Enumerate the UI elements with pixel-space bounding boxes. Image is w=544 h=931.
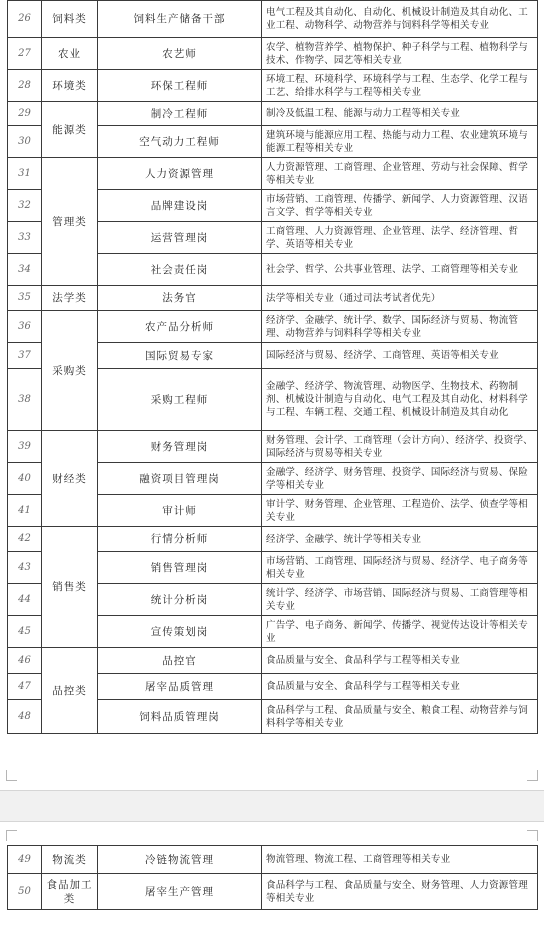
table-row [8,286,538,311]
category-cell: 管理类 [42,158,98,286]
position-cell: 宣传策划岗 [98,616,262,648]
position-cell: 饲料生产储备干部 [98,1,262,38]
row-number: 37 [8,343,42,369]
table-row [8,102,538,126]
major-cell: 审计学、财务管理、企业管理、工程造价、法学、侦查学等相关专业 [262,495,538,527]
job-table-page-1 [7,0,538,734]
category-cell: 品控类 [42,648,98,734]
position-cell: 审计师 [98,495,262,527]
major-cell: 财务管理、会计学、工商管理（会计方向）、经济学、投资学、国际经济与贸易等相关专业 [262,431,538,463]
position-cell: 环保工程师 [98,70,262,102]
position-cell: 品控官 [98,648,262,674]
major-cell: 电气工程及其自动化、自动化、机械设计制造及其自动化、工业工程、动物科学、动物营养与饲料科学等相关专业 [262,1,538,38]
row-number: 42 [8,527,42,552]
position-cell: 品牌建设岗 [98,190,262,222]
table-row [8,648,538,674]
row-number: 28 [8,70,42,102]
page-corner-mark [527,770,538,781]
position-cell: 制冷工程师 [98,102,262,126]
category-cell: 物流类 [42,846,98,874]
row-number: 38 [8,369,42,431]
major-cell: 食品质量与安全、食品科学与工程等相关专业 [262,674,538,700]
position-cell: 销售管理岗 [98,552,262,584]
row-number: 48 [8,700,42,734]
row-number: 39 [8,431,42,463]
position-cell: 采购工程师 [98,369,262,431]
row-number: 44 [8,584,42,616]
table-row [8,1,538,38]
position-cell: 行情分析师 [98,527,262,552]
major-cell: 食品质量与安全、食品科学与工程等相关专业 [262,648,538,674]
table-row [8,431,538,463]
major-cell: 金融学、经济学、财务管理、投资学、国际经济与贸易、保险学等相关专业 [262,463,538,495]
position-cell: 运营管理岗 [98,222,262,254]
category-cell: 环境类 [42,70,98,102]
table-row [8,158,538,190]
row-number: 33 [8,222,42,254]
table-row [8,70,538,102]
row-number: 34 [8,254,42,286]
row-number: 41 [8,495,42,527]
table-row [8,527,538,552]
position-cell: 统计分析岗 [98,584,262,616]
position-cell: 国际贸易专家 [98,343,262,369]
row-number: 29 [8,102,42,126]
category-cell: 饲料类 [42,1,98,38]
major-cell: 国际经济与贸易、经济学、工商管理、英语等相关专业 [262,343,538,369]
major-cell: 建筑环境与能源应用工程、热能与动力工程、农业建筑环境与能源工程等相关专业 [262,126,538,158]
major-cell: 环境工程、环境科学、环境科学与工程、生态学、化学工程与工艺、给排水科学与工程等相关专业 [262,70,538,102]
category-cell: 食品加工类 [42,874,98,910]
major-cell: 制冷及低温工程、能源与动力工程等相关专业 [262,102,538,126]
major-cell: 金融学、经济学、物流管理、动物医学、生物技术、药物制剂、机械设计制造与自动化、电气工程及其自动化、材料科学与工程、车辆工程、交通工程、机械设计制造及其自动化 [262,369,538,431]
major-cell: 食品科学与工程、食品质量与安全、粮食工程、动物营养与饲料科学等相关专业 [262,700,538,734]
row-number: 45 [8,616,42,648]
position-cell: 冷链物流管理 [98,846,262,874]
row-number: 27 [8,38,42,70]
position-cell: 财务管理岗 [98,431,262,463]
position-cell: 饲料品质管理岗 [98,700,262,734]
category-cell: 财经类 [42,431,98,527]
page-break [0,790,544,822]
major-cell: 法学等相关专业（通过司法考试者优先） [262,286,538,311]
document-page-2 [0,822,544,931]
position-cell: 法务官 [98,286,262,311]
category-cell: 农业 [42,38,98,70]
position-cell: 人力资源管理 [98,158,262,190]
position-cell: 空气动力工程师 [98,126,262,158]
row-number: 49 [8,846,42,874]
major-cell: 广告学、电子商务、新闻学、传播学、视觉传达设计等相关专业 [262,616,538,648]
row-number: 46 [8,648,42,674]
major-cell: 经济学、金融学、统计学等相关专业 [262,527,538,552]
major-cell: 社会学、哲学、公共事业管理、法学、工商管理等相关专业 [262,254,538,286]
position-cell: 屠宰生产管理 [98,874,262,910]
category-cell: 采购类 [42,311,98,431]
job-table-page-2 [7,845,538,910]
row-number: 31 [8,158,42,190]
major-cell: 工商管理、人力资源管理、企业管理、法学、经济管理、哲学、英语等相关专业 [262,222,538,254]
table-row [8,874,538,910]
page-corner-mark [6,770,17,781]
page-corner-mark [527,830,538,841]
row-number: 40 [8,463,42,495]
major-cell: 经济学、金融学、统计学、数学、国际经济与贸易、物流管理、动物营养与饲料科学等相关专业 [262,311,538,343]
row-number: 47 [8,674,42,700]
category-cell: 能源类 [42,102,98,158]
position-cell: 屠宰品质管理 [98,674,262,700]
major-cell: 物流管理、物流工程、工商管理等相关专业 [262,846,538,874]
table-row [8,311,538,343]
major-cell: 食品科学与工程、食品质量与安全、财务管理、人力资源管理等相关专业 [262,874,538,910]
category-cell: 销售类 [42,527,98,648]
major-cell: 人力资源管理、工商管理、企业管理、劳动与社会保障、哲学等相关专业 [262,158,538,190]
page-corner-mark [6,830,17,841]
major-cell: 市场营销、工商管理、传播学、新闻学、人力资源管理、汉语言文学、哲学等相关专业 [262,190,538,222]
position-cell: 农艺师 [98,38,262,70]
position-cell: 融资项目管理岗 [98,463,262,495]
row-number: 32 [8,190,42,222]
position-cell: 农产品分析师 [98,311,262,343]
table-row [8,846,538,874]
major-cell: 统计学、经济学、市场营销、国际经济与贸易、工商管理等相关专业 [262,584,538,616]
major-cell: 农学、植物营养学、植物保护、种子科学与工程、植物科学与技术、作物学、园艺等相关专业 [262,38,538,70]
row-number: 50 [8,874,42,910]
position-cell: 社会责任岗 [98,254,262,286]
row-number: 36 [8,311,42,343]
row-number: 35 [8,286,42,311]
category-cell: 法学类 [42,286,98,311]
row-number: 43 [8,552,42,584]
table-row [8,38,538,70]
row-number: 30 [8,126,42,158]
row-number: 26 [8,1,42,38]
major-cell: 市场营销、工商管理、国际经济与贸易、经济学、电子商务等相关专业 [262,552,538,584]
